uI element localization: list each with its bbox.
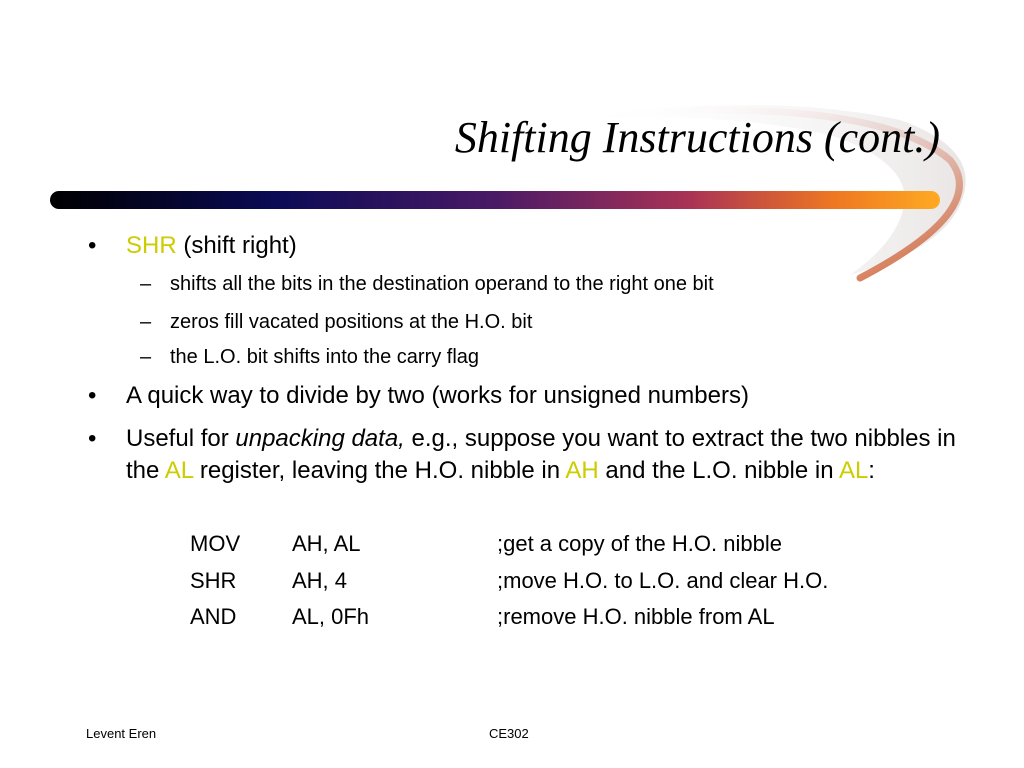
bullet-text: A quick way to divide by two (works for unsigned numbers) <box>126 382 749 409</box>
bullet-unpacking-data <box>88 423 956 487</box>
code-operands: AL, 0Fh <box>292 604 370 629</box>
code-opcode: AND <box>190 604 237 629</box>
bullet-text-mid1: e.g., suppose you want to extract the two nibbles in the <box>126 425 956 484</box>
code-comment: ;move H.O. to L.O. and clear H.O. <box>497 568 829 593</box>
subitem-text: the L.O. bit shifts into the carry flag <box>170 346 480 368</box>
unpacking-data-emphasis: unpacking data, <box>235 425 405 452</box>
dash-glyph: – <box>140 346 152 368</box>
dash-glyph: – <box>140 311 152 333</box>
subitem-text: zeros fill vacated positions at the H.O. bit <box>170 311 533 333</box>
subitem-shifts-bits <box>140 271 950 297</box>
register-ah: AH <box>565 457 599 484</box>
bullet-text-mid3: and the L.O. nibble in <box>598 457 839 484</box>
footer-course: CE302 <box>489 726 529 741</box>
code-operands: AH, AL <box>292 531 361 556</box>
code-operands: AH, 4 <box>292 568 348 593</box>
bullet-text-mid2: register, leaving the H.O. nibble in <box>193 457 566 484</box>
bullet-text: (shift right) <box>176 232 297 259</box>
footer-author: Levent Eren <box>86 726 157 741</box>
code-line <box>190 567 950 595</box>
bullet-glyph: • <box>88 425 97 452</box>
subitem-text: shifts all the bits in the destination operand to the right one bit <box>170 273 714 295</box>
bullet-glyph: • <box>88 232 97 259</box>
code-comment: ;get a copy of the H.O. nibble <box>497 531 782 556</box>
code-line <box>190 603 950 631</box>
register-al: AL <box>838 457 869 484</box>
code-line <box>190 530 950 558</box>
bullet-glyph: • <box>88 382 97 409</box>
subitem-carry-flag <box>140 344 950 370</box>
register-al: AL <box>164 457 194 484</box>
subitem-zeros-fill <box>140 309 950 335</box>
bullet-text-pre: Useful for <box>126 425 236 452</box>
dash-glyph: – <box>140 273 152 295</box>
shr-keyword: SHR <box>126 232 177 259</box>
bullet-text-post: : <box>868 457 875 484</box>
code-comment: ;remove H.O. nibble from AL <box>497 604 775 629</box>
slide-title: Shifting Instructions (cont.) <box>454 113 940 162</box>
bullet-divide-by-two <box>88 380 956 412</box>
code-opcode: SHR <box>190 568 237 593</box>
bullet-shr <box>88 230 956 262</box>
code-opcode: MOV <box>190 531 241 556</box>
